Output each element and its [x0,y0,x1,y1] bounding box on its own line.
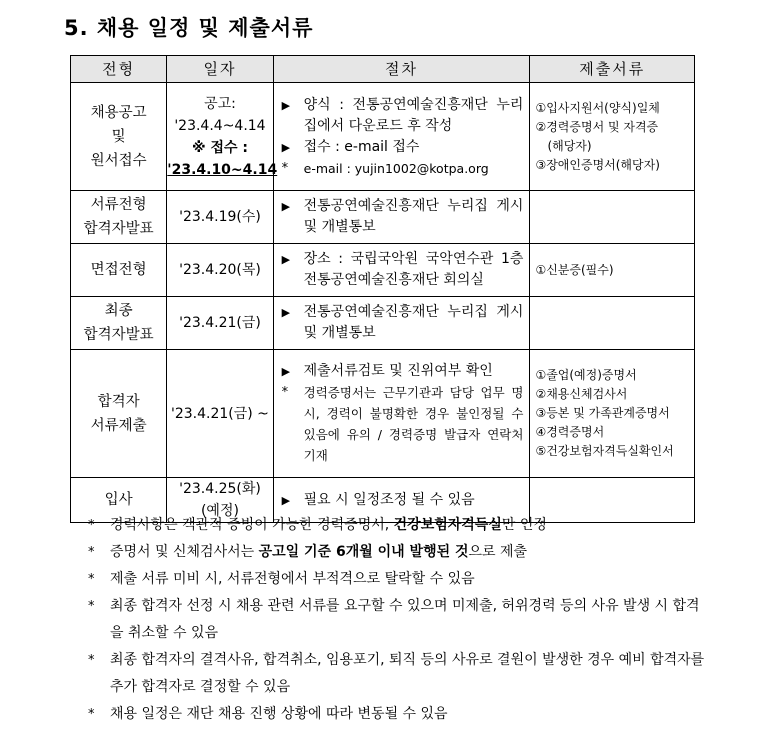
stage-line: 합격자발표 [83,221,154,237]
note-emphasis: 공고일 기준 6개월 이내 발행된 것 [258,544,469,560]
table-row [71,83,695,191]
note-item [88,593,708,647]
asterisk-icon: * [281,385,289,400]
stage-line: 원서접수 [90,152,147,169]
note-item [88,566,708,593]
note-text [110,539,708,566]
stage-line: 입사 [104,492,133,508]
table-row [71,297,695,350]
procedure-cell [273,83,530,191]
document-item: ①졸업(예정)증명서 [535,368,637,382]
stage-line: 및 [111,128,126,145]
documents-cell [530,244,695,297]
procedure-cell [273,297,530,350]
triangle-bullet-icon: ▶ [281,140,291,154]
date-line: (예정) [200,503,239,519]
note-text [110,566,708,593]
section-title: 5. 채용 일정 및 제출서류 [64,16,314,40]
procedure-text: 장소 : 국립국악원 국악연수관 1층 전통공연예술진흥재단 회의실 [303,251,524,288]
document-item: ①신분증(필수) [535,262,614,277]
procedure-item [280,302,524,344]
procedure-item [280,249,524,291]
date-line: '23.4.19(수) [179,209,261,225]
procedure-item [280,158,524,179]
document-item: ①입사지원서(양식)일체 [535,100,660,115]
document-item: ③등본 및 가족관계증명서 [535,406,670,420]
note-item [88,512,708,539]
date-line: '23.4.4~4.14 [174,117,266,134]
stage-line: 채용공고 [90,104,147,121]
procedure-text: 접수 : e-mail 접수 [303,138,420,155]
header-date: 일자 [167,56,273,83]
procedure-item [280,137,524,158]
date-line: '23.4.21(금) [179,315,261,331]
note-segment: 제출 서류 미비 시, 서류전형에서 부적격으로 탈락할 수 있음 [110,571,475,587]
documents-cell [530,297,695,350]
documents-cell [530,191,695,244]
table-row [71,191,695,244]
note-segment: 최종 합격자의 결격사유, 합격취소, 임용포기, 퇴직 등의 사유로 결원이 발생한 경우 예비 합격자를 추가 합격자로 결정할 수 있음 [110,652,705,695]
date-cell [167,297,273,350]
document-item: (해당자) [547,138,592,153]
triangle-bullet-icon: ▶ [281,200,291,213]
asterisk-icon: * [88,518,95,533]
procedure-text: 제출서류검토 및 진위여부 확인 [303,363,493,379]
triangle-bullet-icon: ▶ [281,365,291,378]
note-item [88,539,708,566]
stage-line: 서류제출 [90,417,147,434]
date-line: '23.4.25(화) [179,481,261,497]
procedure-text: 필요 시 일정조정 될 수 있음 [303,491,475,508]
asterisk-icon: * [88,707,95,722]
documents-cell [530,350,695,478]
triangle-bullet-icon: ▶ [281,253,291,266]
procedure-item [280,361,524,382]
procedure-text: e-mail : yujin1002@kotpa.org [303,160,489,176]
procedure-item [280,490,524,511]
table-body [71,83,695,523]
procedure-cell [273,350,530,478]
date-line: '23.4.20(목) [179,262,261,278]
stage-cell [71,244,167,297]
table-row [71,244,695,297]
asterisk-icon: * [88,599,95,614]
date-cell [167,350,273,478]
procedure-cell [273,244,530,297]
stage-cell [71,191,167,244]
notes-list [88,512,708,728]
stage-line: 합격자발표 [83,327,154,343]
note-text [110,701,708,728]
stage-line: 최종 [104,303,133,319]
note-item [88,647,708,701]
document-item: ②경력증명서 및 자격증 [535,119,659,134]
schedule-table [70,55,695,523]
procedure-text: 전통공연예술진흥재단 누리집 게시 및 개별통보 [303,304,524,341]
table-header-row [71,56,695,83]
note-segment: 최종 합격자 선정 시 채용 관련 서류를 요구할 수 있으며 미제출, 허위경력 등의 사유 발생 시 합격을 취소할 수 있음 [110,598,700,641]
note-segment: 증명서 및 신체검사서는 [110,544,259,560]
procedure-text: 전통공연예술진흥재단 누리집 게시 및 개별통보 [303,198,524,235]
procedure-item [280,196,524,238]
date-line: '23.4.10~4.14 [167,161,278,178]
document-item: ⑤건강보험자격득실확인서 [535,444,674,458]
triangle-bullet-icon: ▶ [281,493,291,507]
procedure-text: 경력증명서는 근무기관과 담당 업무 명시, 경력이 불명확한 경우 불인정될 수 있음에 유의 / 경력증명 발급자 연락처 기재 [303,385,524,463]
document-item: ②채용신체검사서 [535,387,628,401]
asterisk-icon: * [281,160,289,176]
date-cell [167,83,278,191]
procedure-item [280,95,524,137]
stage-line: 합격자 [97,393,140,410]
procedure-item [280,382,524,466]
triangle-bullet-icon: ▶ [281,98,291,112]
table-row [71,350,695,478]
note-text [110,593,708,647]
note-emphasis: 건강보험자격득실 [393,517,502,533]
triangle-bullet-icon: ▶ [281,306,291,319]
stage-line: 면접전형 [90,262,147,278]
note-segment: 채용 일정은 재단 채용 진행 상황에 따라 변동될 수 있음 [110,706,448,722]
document-item: ④경력증명서 [535,425,605,439]
stage-cell [71,297,167,350]
stage-cell [71,350,167,478]
note-text [110,512,708,539]
date-cell [167,244,273,297]
note-item [88,701,708,728]
asterisk-icon: * [88,545,95,560]
date-line: '23.4.21(금) ~ [171,405,269,422]
asterisk-icon: * [88,653,95,668]
documents-cell [530,83,695,191]
header-procedure: 절차 [273,56,530,83]
header-stage: 전형 [71,56,167,83]
note-segment: 경력사항은 객관적 증빙이 가능한 경력증명서, [110,517,394,533]
note-segment: 만 인정 [501,517,547,533]
asterisk-icon: * [88,572,95,587]
stage-cell [71,83,167,191]
date-line: ※ 접수 : [191,139,248,156]
note-text [110,647,708,701]
procedure-cell [273,191,530,244]
document-item: ③장애인증명서(해당자) [535,157,660,172]
date-line: 공고: [204,95,236,112]
date-cell [167,191,273,244]
stage-line: 서류전형 [90,197,147,213]
procedure-text: 양식 : 전통공연예술진흥재단 누리집에서 다운로드 후 작성 [303,96,524,134]
note-segment: 으로 제출 [468,544,528,560]
header-documents: 제출서류 [530,56,695,83]
